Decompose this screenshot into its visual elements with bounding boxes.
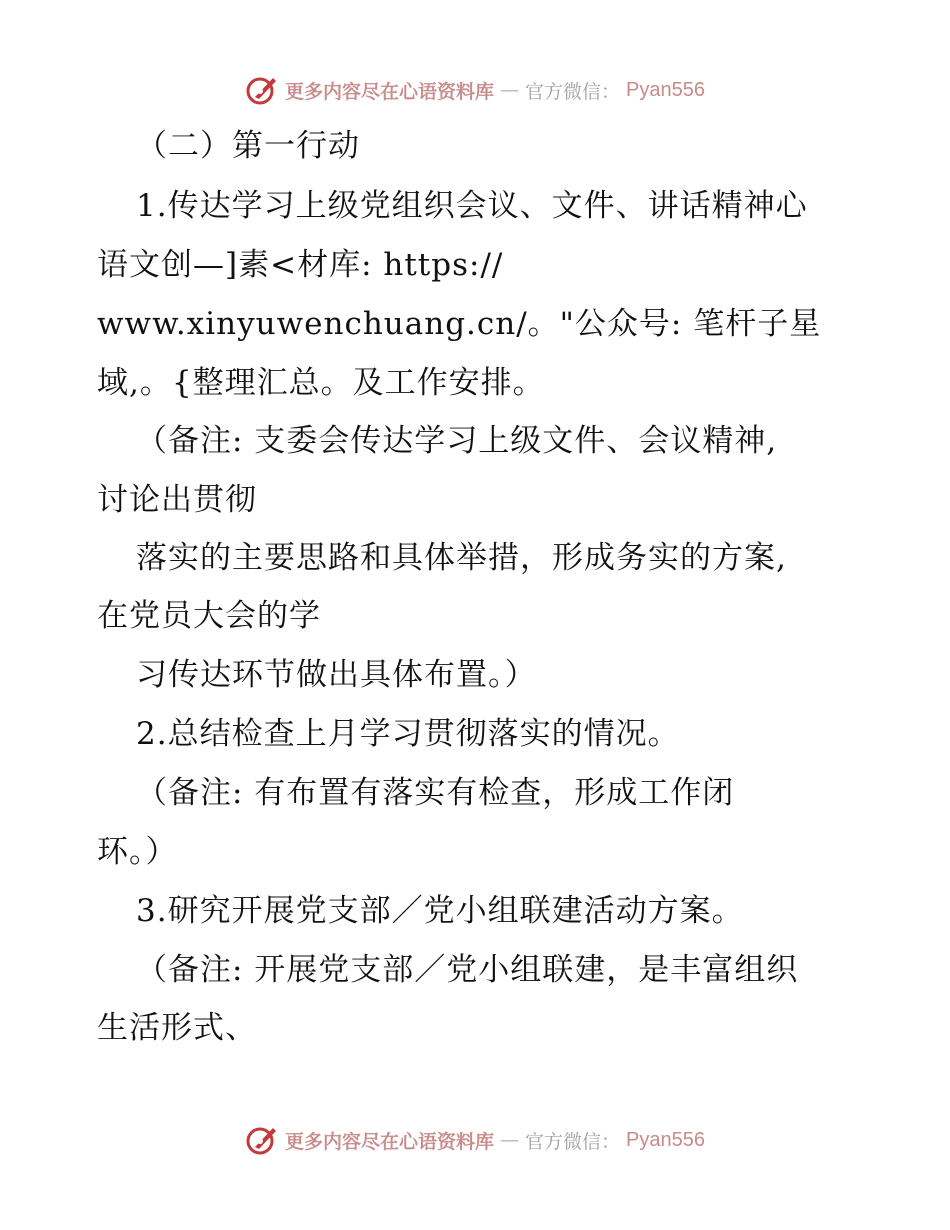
- body-line: www.xinyuwenchuang.cn/。"公众号: 笔杆子星: [97, 306, 822, 342]
- body-line: 环。）: [97, 834, 178, 870]
- body-line: 域,。{整理汇总。及工作安排。: [97, 365, 545, 401]
- body-line: 讨论出贯彻: [97, 482, 257, 518]
- watermark-separator: —: [500, 1129, 520, 1151]
- body-line: （备注: 有布置有落实有检查，形成工作闭: [136, 775, 735, 811]
- section-heading: （二）第一行动: [136, 128, 360, 164]
- body-line: 习传达环节做出具体布置。）: [136, 657, 537, 693]
- footer-watermark: [0, 1120, 950, 1160]
- watermark-separator: —: [500, 79, 520, 101]
- watermark-id: Pyan556: [626, 78, 705, 101]
- body-line: 语文创—]素<材库: https://: [97, 247, 504, 283]
- watermark-text: 更多内容尽在心语资料库: [285, 1130, 495, 1153]
- body-line: 生活形式、: [97, 1010, 257, 1046]
- header-watermark: [0, 70, 950, 110]
- body-line: 落实的主要思路和具体举措，形成务实的方案,: [136, 540, 787, 576]
- watermark-id: Pyan556: [626, 1128, 705, 1151]
- body-line: 1.传达学习上级党组织会议、文件、讲话精神心: [136, 188, 808, 224]
- body-line: 在党员大会的学: [97, 598, 321, 634]
- body-line: 2.总结检查上月学习贯彻落实的情况。: [136, 716, 680, 752]
- watermark-label: 官方微信：: [525, 80, 621, 103]
- body-line: 3.研究开展党支部／党小组联建活动方案。: [136, 893, 744, 929]
- watermark-label: 官方微信：: [525, 1130, 621, 1153]
- body-line: （备注: 开展党支部／党小组联建，是丰富组织: [136, 952, 799, 988]
- body-line: （备注: 支委会传达学习上级文件、会议精神,: [136, 423, 778, 459]
- quill-logo-icon: [245, 73, 279, 107]
- watermark-text: 更多内容尽在心语资料库: [285, 80, 495, 103]
- quill-logo-icon: [245, 1123, 279, 1157]
